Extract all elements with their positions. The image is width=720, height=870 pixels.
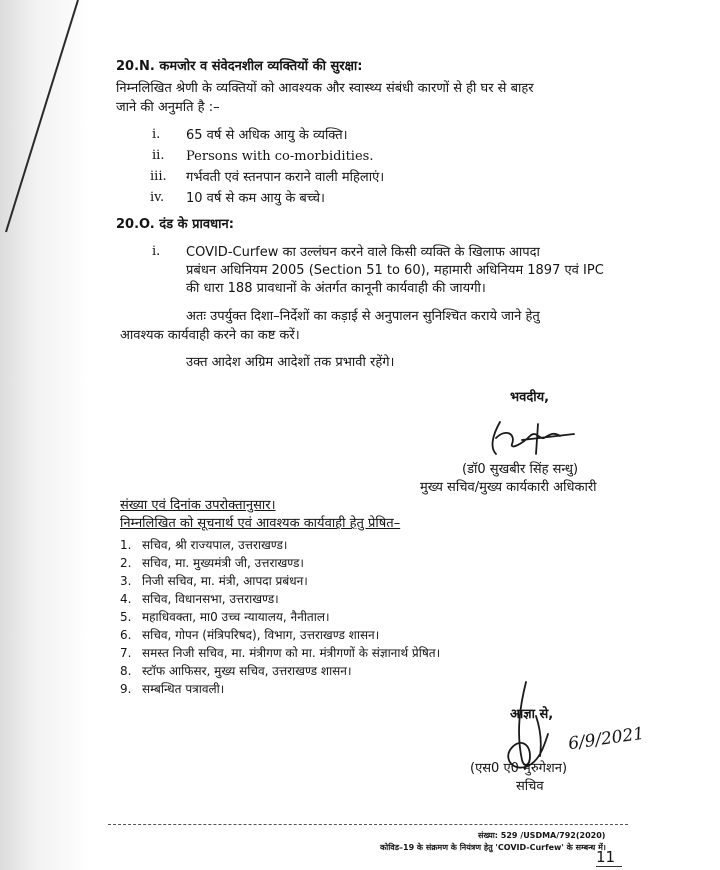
list-item-number: iv. — [150, 190, 165, 205]
signatory1-name: (डॉ0 सुखबीर सिंह सन्धु) — [462, 462, 579, 477]
penalty-line3: की धारा 188 प्रावधानों के अंतर्गत कानूनी कार्यवाही की जायगी। — [186, 281, 486, 296]
footer-reference: संख्या: 529 /USDMA/792(2020) — [478, 831, 606, 840]
distribution-item: सचिव, श्री राज्यपाल, उत्तराखण्ड। — [142, 538, 288, 552]
distribution-item-number: 6. — [120, 628, 132, 642]
list-item-number: i. — [152, 244, 161, 259]
penalty-line2: प्रबंधन अधिनियम 2005 (Section 51 to 60), महामारी अधिनियम 1897 एवं IPC — [186, 263, 604, 278]
distribution-subject: निम्नलिखित को सूचनार्थ एवं आवश्यक कार्यवाही हेतु प्रेषित– — [120, 516, 401, 531]
section-20n-intro-line2: जाने की अनुमति है :– — [116, 100, 220, 115]
footer-subject: कोविड–19 के संक्रमण के नियंत्रण हेतु 'COVID-Curfew' के सम्बन्ध में। — [380, 843, 606, 852]
distribution-item-number: 3. — [120, 574, 132, 588]
list-item-number: ii. — [152, 148, 165, 163]
salutation: भवदीय, — [510, 390, 550, 405]
order-text: आज्ञा से, — [510, 707, 554, 722]
page-number: 11 — [596, 848, 616, 866]
list-item-number: iii. — [150, 169, 167, 184]
signatory2-name: (एस0 ए0 मुरुगेशन) — [470, 761, 568, 776]
page-crease-line — [0, 0, 90, 240]
list-item-text: 65 वर्ष से अधिक आयु के व्यक्ति। — [186, 128, 348, 143]
list-item-text: 10 वर्ष से कम आयु के बच्चे। — [186, 191, 325, 206]
section-20o-heading: 20.O. दंड के प्रावधान: — [116, 217, 234, 232]
distribution-item-number: 1. — [120, 538, 132, 552]
distribution-item: सचिव, गोपन (मंत्रिपरिषद), विभाग, उत्तराखण्ड शासन। — [142, 628, 380, 642]
list-item-text: गर्भवती एवं स्तनपान कराने वाली महिलाएं। — [186, 170, 385, 185]
closing-line3: उक्त आदेश अग्रिम आदेशों तक प्रभावी रहेंगे। — [186, 355, 395, 370]
distribution-item: निजी सचिव, मा. मंत्री, आपदा प्रबंधन। — [142, 574, 308, 588]
list-item-number: i. — [152, 127, 161, 142]
section-20n-intro-line1: निम्नलिखित श्रेणी के व्यक्तियों को आवश्यक और स्वास्थ्य संबंधी कारणों से ही घर से बाहर — [116, 81, 534, 96]
distribution-item: समस्त निजी सचिव, मा. मंत्रीगण को मा. मंत्रीगणों के संज्ञानार्थ प्रेषित। — [142, 646, 441, 660]
section-20n-heading: 20.N. कमजोर व संवेदनशील व्यक्तियों की सुरक्षा: — [116, 59, 363, 74]
distribution-item: स्टॉफ आफिसर, मुख्य सचिव, उत्तराखण्ड शासन। — [142, 664, 352, 678]
signatory2-designation: सचिव — [516, 779, 544, 794]
signatory1-designation: मुख्य सचिव/मुख्य कार्यकारी अधिकारी — [420, 480, 597, 495]
distribution-item-number: 7. — [120, 646, 132, 660]
handwritten-date: 6/9/2021 — [566, 723, 646, 755]
signature-1 — [478, 414, 578, 462]
distribution-item-number: 4. — [120, 592, 132, 606]
distribution-item-number: 5. — [120, 610, 132, 624]
distribution-item: महाधिवक्ता, मा0 उच्च न्यायालय, नैनीताल। — [142, 610, 330, 624]
penalty-line1: COVID-Curfew का उल्लंघन करने वाले किसी व्यक्ति के खिलाफ आपदा — [186, 245, 540, 260]
distribution-item: सचिव, विधानसभा, उत्तराखण्ड। — [142, 592, 279, 606]
footer-rule — [108, 824, 628, 825]
distribution-item-number: 2. — [120, 556, 132, 570]
reference-line: संख्या एवं दिनांक उपरोक्तानुसार। — [120, 498, 276, 513]
page-number-underline — [596, 866, 622, 867]
distribution-item: सम्बन्धित पत्रावली। — [142, 682, 225, 696]
closing-line1: अतः उपर्युक्त दिशा–निर्देशों का कड़ाई से अनुपालन सुनिश्चित कराये जाने हेतु — [186, 309, 540, 324]
distribution-item: सचिव, मा. मुख्यमंत्री जी, उत्तराखण्ड। — [142, 556, 304, 570]
list-item-text: Persons with co-morbidities. — [186, 149, 374, 164]
closing-line2: आवश्यक कार्यवाही करने का कष्ट करें। — [120, 328, 300, 343]
distribution-item-number: 8. — [120, 664, 132, 678]
distribution-item-number: 9. — [120, 682, 132, 696]
